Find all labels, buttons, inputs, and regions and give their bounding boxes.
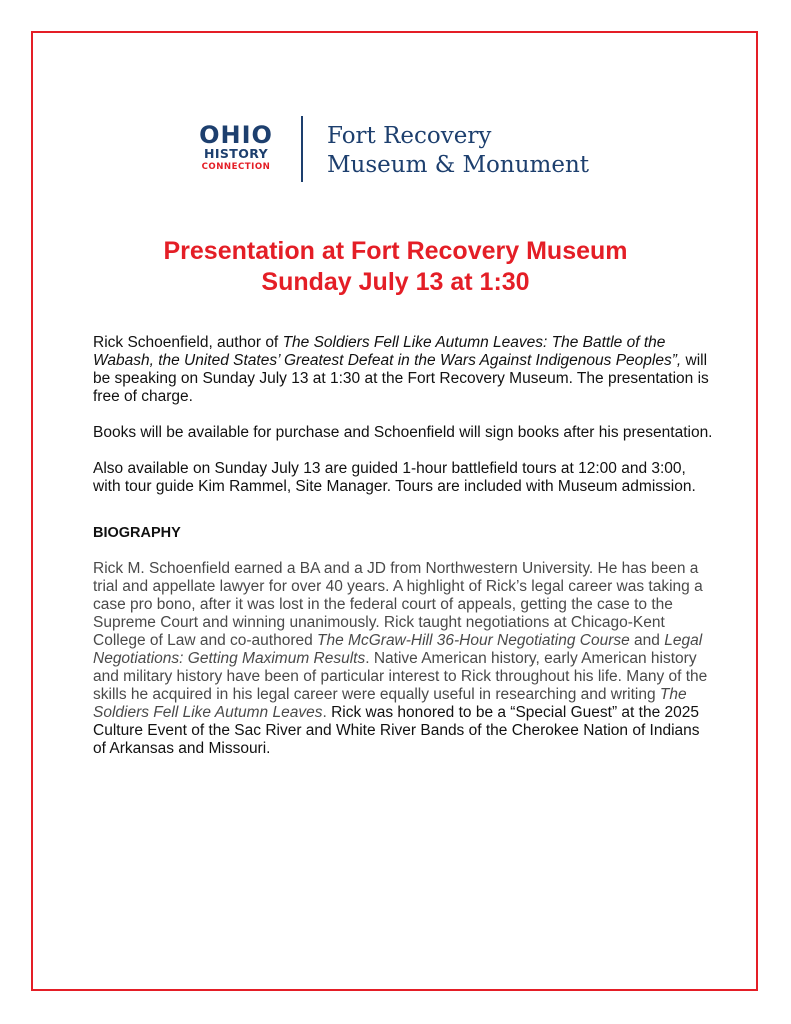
logo xyxy=(193,114,593,186)
intro-paragraph xyxy=(93,334,713,406)
museum-name-line2: Museum & Monument xyxy=(327,152,589,178)
intro-lead: Rick Schoenfield, author of xyxy=(93,334,283,351)
biography-heading: BIOGRAPHY xyxy=(93,525,181,541)
bio-period: . xyxy=(322,704,327,721)
title-line2: Sunday July 13 at 1:30 xyxy=(261,268,530,296)
biography-paragraph xyxy=(93,560,713,758)
bio-part1: Rick M. Schoenfield earned a BA and a JD from Northwestern University. He has been a trial and appellate lawyer for over 40 years. A highlight of Rick’s legal career was taking a case pro bono, after it was lost in the federal court of appeals, getting the case to the Supreme Court and winning unanimously. Rick taught negotiations at Chicago-Kent College of Law and co-authored xyxy=(93,560,703,649)
bio-and: and xyxy=(629,632,665,649)
museum-name-line1: Fort Recovery xyxy=(327,123,492,149)
page-title xyxy=(60,236,731,298)
ohio-history-connection-logo xyxy=(193,121,279,173)
logo-connection: CONNECTION xyxy=(201,162,271,172)
intro-book-title: The Soldiers Fell Like Autumn Leaves: The Battle of the Wabash, the United States’ Greatest Defeat in the Wars Against Indigenous Peoples”, xyxy=(93,334,682,369)
bio-book1: The McGraw-Hill 36-Hour Negotiating Course xyxy=(317,632,630,649)
books-paragraph: Books will be available for purchase and Schoenfield will sign books after his presentation. xyxy=(93,424,713,441)
title-line1: Presentation at Fort Recovery Museum xyxy=(163,237,628,265)
bio-part3: Rick was honored to be a “Special Guest” at the 2025 Culture Event of the Sac River and White River Bands of the Cherokee Nation of Indians of Arkansas and Missouri. xyxy=(93,704,700,757)
bio-book2: Legal Negotiations: Getting Maximum Results xyxy=(93,632,703,667)
announcement-body xyxy=(93,334,713,758)
bio-part2: . Native American history, early American history and military history have been of particular interest to Rick throughout his life. Many of the skills he acquired in his legal career were equally useful in researching and writing xyxy=(93,650,708,703)
tours-paragraph: Also available on Sunday July 13 are guided 1-hour battlefield tours at 12:00 and 3:00, with tour guide Kim Rammel, Site Manager. Tours are included with Museum admission. xyxy=(93,460,696,495)
bio-book3: The Soldiers Fell Like Autumn Leaves xyxy=(93,686,687,721)
intro-rest: will be speaking on Sunday July 13 at 1:30 at the Fort Recovery Museum. The presentation is free of charge. xyxy=(93,352,709,405)
museum-logo-text xyxy=(327,122,589,180)
logo-divider xyxy=(301,116,303,182)
logo-history: HISTORY xyxy=(203,146,269,161)
logo-ohio: OHIO xyxy=(199,121,273,149)
